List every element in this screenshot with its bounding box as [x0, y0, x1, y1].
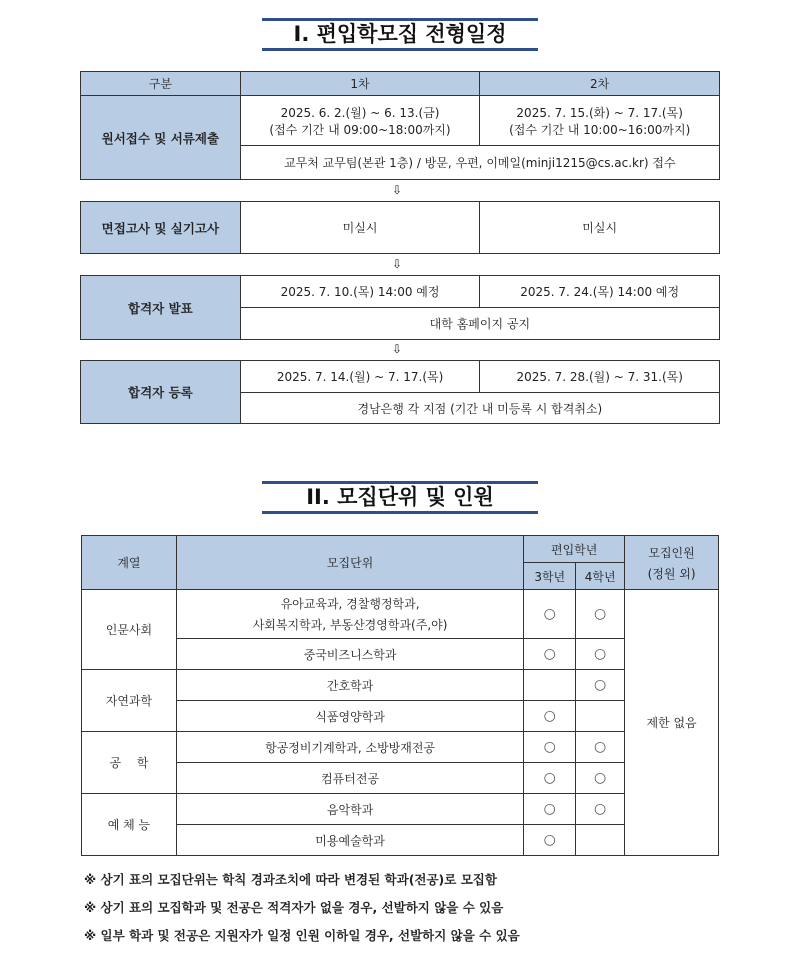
- unit-aviation-fire: 항공정비기계학과, 소방방재전공: [176, 732, 523, 763]
- notes-list: [84, 870, 520, 954]
- announcement-method: 대학 홈페이지 공지: [240, 308, 719, 340]
- header-category: 구분: [81, 72, 241, 96]
- application-round2-hours: (접수 기간 내 10:00~16:00까지): [509, 122, 691, 137]
- section1-title: I. 편입학모집 전형일정: [262, 22, 538, 45]
- registration-round1: 2025. 7. 14.(월) ~ 7. 17.(목): [240, 361, 480, 393]
- mark-year3: ○: [524, 794, 576, 825]
- announcement-round1: 2025. 7. 10.(목) 14:00 예정: [240, 276, 480, 308]
- group-natural-science: 자연과학: [82, 670, 177, 732]
- mark-year4: ○: [576, 732, 625, 763]
- unit-chinese-business: 중국비즈니스학과: [176, 639, 523, 670]
- schedule-table-announcement: [80, 275, 720, 340]
- recruitment-units-table: [81, 535, 719, 856]
- application-round2-date: 2025. 7. 15.(화) ~ 7. 17.(목): [516, 105, 683, 120]
- interview-round1: 미실시: [240, 202, 480, 254]
- group-arts-sports: 예 체 능: [82, 794, 177, 856]
- mark-year3: ○: [524, 639, 576, 670]
- application-round1-hours: (접수 기간 내 09:00~18:00까지): [269, 122, 451, 137]
- interview-round2: 미실시: [480, 202, 720, 254]
- header-round2: 2차: [480, 72, 720, 96]
- header-transfer-year: 편입학년: [524, 536, 625, 563]
- announcement-round2: 2025. 7. 24.(목) 14:00 예정: [480, 276, 720, 308]
- registration-method: 경남은행 각 지점 (기간 내 미등록 시 합격취소): [240, 393, 719, 424]
- mark-year3: ○: [524, 825, 576, 856]
- down-arrow-icon: ⇩: [392, 257, 403, 271]
- unit-nursing: 간호학과: [176, 670, 523, 701]
- mark-year3: ○: [524, 732, 576, 763]
- mark-year3: ○: [524, 701, 576, 732]
- header-year3: 3학년: [524, 563, 576, 590]
- header-quota-line2: (정원 외): [647, 566, 696, 581]
- note-item: ※ 상기 표의 모집단위는 학칙 경과조치에 따라 변경된 학과(전공)로 모집함: [84, 872, 497, 887]
- section2-title: II. 모집단위 및 인원: [262, 485, 538, 508]
- header-unit: 모집단위: [176, 536, 523, 590]
- quota-value: 제한 없음: [625, 590, 719, 856]
- registration-round2: 2025. 7. 28.(월) ~ 7. 31.(목): [480, 361, 720, 393]
- row-label-application: 원서접수 및 서류제출: [81, 96, 241, 180]
- header-round1: 1차: [240, 72, 480, 96]
- application-round1: [240, 96, 480, 146]
- row-label-registration: 합격자 등록: [81, 361, 241, 424]
- down-arrow-icon: ⇩: [392, 183, 403, 197]
- application-round2: [480, 96, 720, 146]
- unit-food-nutrition: 식품영양학과: [176, 701, 523, 732]
- mark-year4: ○: [576, 639, 625, 670]
- mark-year3: ○: [524, 590, 576, 639]
- unit-computer: 컴퓨터전공: [176, 763, 523, 794]
- header-group: 계열: [82, 536, 177, 590]
- note-item: ※ 상기 표의 모집학과 및 전공은 적격자가 없을 경우, 선발하지 않을 수 있음: [84, 900, 504, 915]
- down-arrow-icon: ⇩: [392, 342, 403, 356]
- group-engineering: 공 학: [82, 732, 177, 794]
- schedule-table-application: [80, 71, 720, 180]
- mark-year3: ○: [524, 763, 576, 794]
- schedule-table-registration: [80, 360, 720, 424]
- unit-humanities-1-line1: 유아교육과, 경찰행정학과,: [280, 597, 420, 611]
- mark-year4: ○: [576, 763, 625, 794]
- mark-empty: [576, 825, 625, 856]
- note-item: ※ 일부 학과 및 전공은 지원자가 일정 인원 이하일 경우, 선발하지 않을 수 있음: [84, 928, 520, 943]
- mark-year4: ○: [576, 590, 625, 639]
- mark-year4: ○: [576, 794, 625, 825]
- unit-music: 음악학과: [176, 794, 523, 825]
- row-label-interview: 면접고사 및 실기고사: [81, 202, 241, 254]
- group-humanities: 인문사회: [82, 590, 177, 670]
- mark-empty: [524, 670, 576, 701]
- header-quota-line1: 모집인원: [648, 545, 695, 560]
- header-quota: [625, 536, 719, 590]
- mark-empty: [576, 701, 625, 732]
- unit-humanities-1: [176, 590, 523, 639]
- schedule-table-interview: [80, 201, 720, 254]
- application-round1-date: 2025. 6. 2.(월) ~ 6. 13.(금): [280, 105, 440, 120]
- mark-year4: ○: [576, 670, 625, 701]
- row-label-announcement: 합격자 발표: [81, 276, 241, 340]
- unit-beauty-arts: 미용예술학과: [176, 825, 523, 856]
- application-method: 교무처 교무팀(본관 1층) / 방문, 우편, 이메일(minji1215@cs.ac.kr) 접수: [240, 146, 719, 180]
- unit-humanities-1-line2: 사회복지학과, 부동산경영학과(주,야): [252, 618, 448, 632]
- header-year4: 4학년: [576, 563, 625, 590]
